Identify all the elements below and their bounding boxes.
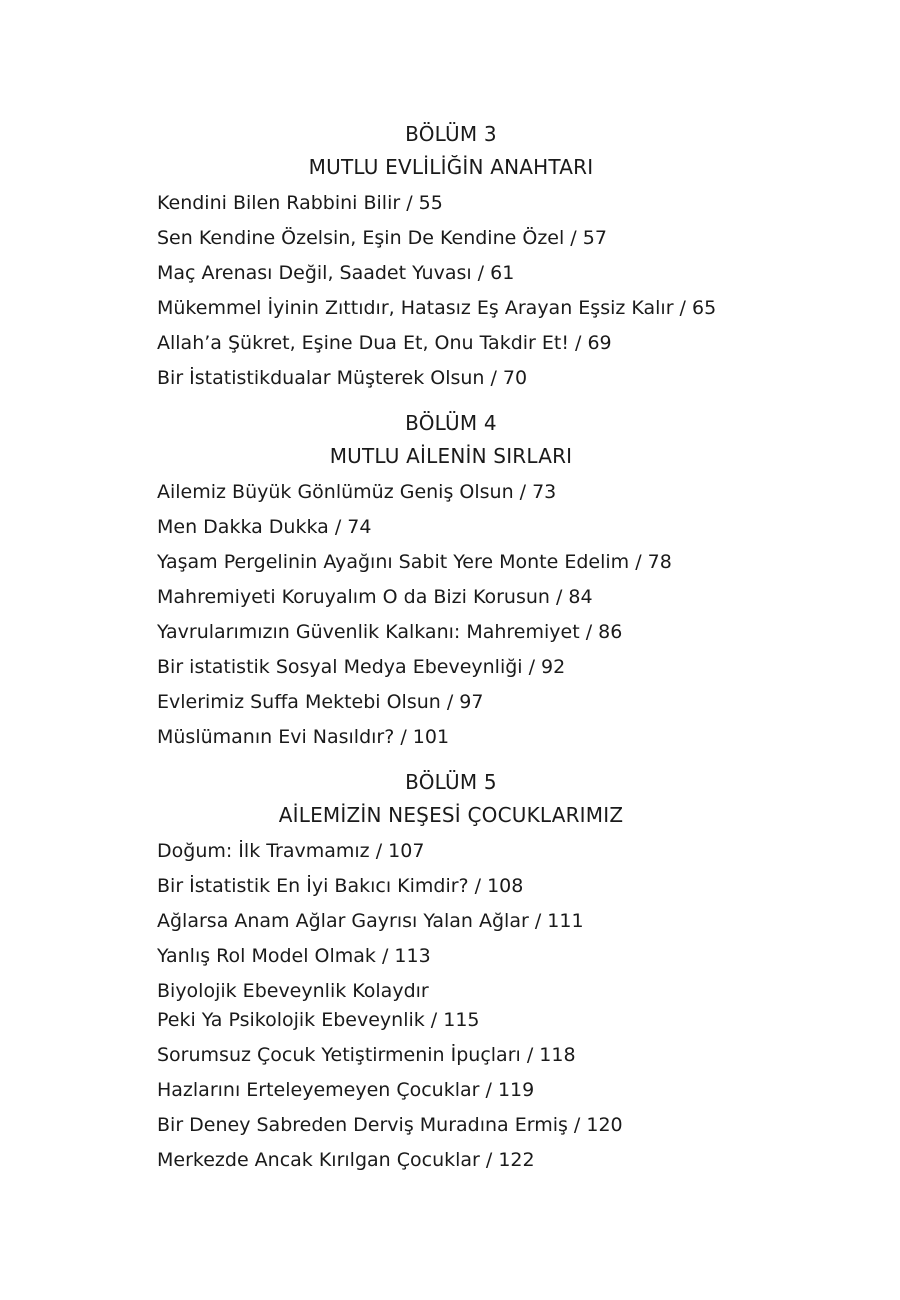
- toc-entry: Allah’a Şükret, Eşine Dua Et, Onu Takdir Et! / 69: [157, 332, 612, 354]
- toc-entry: Yaşam Pergelinin Ayağını Sabit Yere Monte Edelim / 78: [157, 551, 672, 573]
- toc-entry: Men Dakka Dukka / 74: [157, 516, 372, 538]
- toc-entry: Bir İstatistik En İyi Bakıcı Kimdir? / 108: [157, 875, 524, 897]
- toc-entry: Müslümanın Evi Nasıldır? / 101: [157, 726, 450, 748]
- toc-entry: Sorumsuz Çocuk Yetiştirmenin İpuçları / 118: [157, 1044, 576, 1066]
- toc-entry: Kendini Bilen Rabbini Bilir / 55: [157, 192, 443, 214]
- toc-entry: Biyolojik Ebeveynlik Kolaydır Peki Ya Psikolojik Ebeveynlik / 115: [157, 980, 480, 1031]
- chapter-number: BÖLÜM 4: [405, 411, 497, 435]
- toc-entry: Hazlarını Erteleyemeyen Çocuklar / 119: [157, 1079, 535, 1101]
- chapter-title: MUTLU AİLENİN SIRLARI: [329, 444, 573, 468]
- toc-entry: Ailemiz Büyük Gönlümüz Geniş Olsun / 73: [157, 481, 557, 503]
- toc-entry: Evlerimiz Suffa Mektebi Olsun / 97: [157, 691, 484, 713]
- chapter-heading: [157, 766, 745, 832]
- chapter-heading: [157, 118, 745, 184]
- toc-entry: Sen Kendine Özelsin, Eşin De Kendine Özel / 57: [157, 227, 607, 249]
- toc-entry: Mükemmel İyinin Zıttıdır, Hatasız Eş Arayan Eşsiz Kalır / 65: [157, 297, 717, 319]
- chapter-title: AİLEMİZİN NEŞESİ ÇOCUKLARIMIZ: [278, 803, 624, 827]
- chapter-title: MUTLU EVLİLİĞİN ANAHTARI: [308, 155, 594, 179]
- chapter-section-5: [157, 766, 757, 1178]
- table-of-contents: [157, 118, 757, 1178]
- chapter-entries: [157, 186, 757, 396]
- toc-entry: Doğum: İlk Travmamız / 107: [157, 840, 425, 862]
- chapter-section-4: [157, 407, 757, 755]
- toc-entry: Ağlarsa Anam Ağlar Gayrısı Yalan Ağlar / 111: [157, 910, 584, 932]
- chapter-heading: [157, 407, 745, 473]
- toc-entry: Bir İstatistikdualar Müşterek Olsun / 70: [157, 367, 528, 389]
- chapter-entries: [157, 834, 757, 1178]
- toc-entry: Mahremiyeti Koruyalım O da Bizi Korusun / 84: [157, 586, 593, 608]
- chapter-entries: [157, 475, 757, 755]
- toc-entry: Bir istatistik Sosyal Medya Ebeveynliği / 92: [157, 656, 566, 678]
- chapter-section-3: [157, 118, 757, 396]
- toc-entry: Yavrularımızın Güvenlik Kalkanı: Mahremiyet / 86: [157, 621, 623, 643]
- toc-entry: Merkezde Ancak Kırılgan Çocuklar / 122: [157, 1149, 535, 1171]
- chapter-number: BÖLÜM 3: [405, 122, 497, 146]
- toc-entry: Bir Deney Sabreden Derviş Muradına Ermiş / 120: [157, 1114, 623, 1136]
- toc-entry: Yanlış Rol Model Olmak / 113: [157, 945, 431, 967]
- toc-entry: Maç Arenası Değil, Saadet Yuvası / 61: [157, 262, 515, 284]
- chapter-number: BÖLÜM 5: [405, 770, 497, 794]
